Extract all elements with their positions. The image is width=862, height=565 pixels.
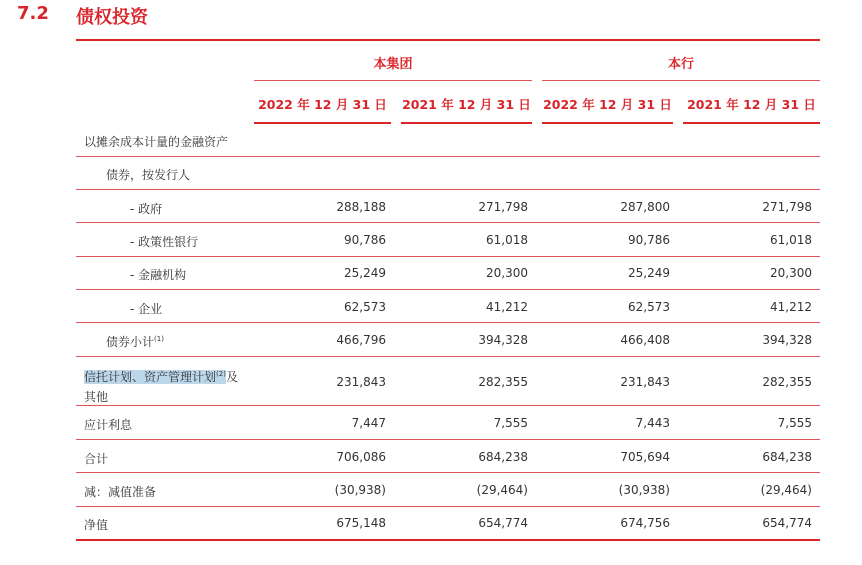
cell-value: 7,447 (351, 416, 386, 430)
cell-value: 394,328 (762, 333, 812, 347)
cell-value: (29,464) (760, 483, 812, 497)
cell-value: 706,086 (336, 450, 386, 464)
row-divider (76, 156, 820, 157)
row-label (84, 364, 238, 407)
row-label: - 企业 (130, 302, 163, 316)
cell-value: 90,786 (344, 233, 386, 247)
row-label (106, 333, 164, 350)
header-bank-label: 本行 (667, 57, 694, 72)
row-divider (76, 322, 820, 323)
row-label: 债券，按发行人 (106, 168, 191, 182)
header-date-bank-2021: 2021 年 12 月 31 日 (687, 97, 816, 112)
cell-value: 282,355 (478, 375, 528, 389)
cell-value: 684,238 (478, 450, 528, 464)
table-top-rule (76, 39, 820, 41)
cell-value: (29,464) (476, 483, 528, 497)
cell-value: 41,212 (486, 300, 528, 314)
row-divider (76, 439, 820, 440)
table-bottom-rule (76, 539, 820, 541)
cell-value: 25,249 (344, 266, 386, 280)
section-title: 债权投资 (76, 7, 148, 28)
row-divider (76, 189, 820, 190)
cell-value: 231,843 (620, 375, 670, 389)
cell-value: (30,938) (334, 483, 386, 497)
row-divider (76, 356, 820, 357)
cell-value: 271,798 (478, 200, 528, 214)
row-label: - 政策性银行 (130, 235, 199, 249)
cell-value: 705,694 (620, 450, 670, 464)
row-divider (76, 405, 820, 406)
cell-value: 271,798 (762, 200, 812, 214)
row-label: 以摊余成本计量的金融资产 (84, 135, 229, 149)
row-label: 减：减值准备 (84, 485, 157, 499)
header-date-group-2022: 2022 年 12 月 31 日 (258, 97, 387, 112)
row-label: - 政府 (130, 202, 163, 216)
footnote-marker: (1) (154, 335, 164, 343)
row-label: 应计利息 (84, 418, 133, 432)
header-date-bank-2022: 2022 年 12 月 31 日 (543, 97, 672, 112)
cell-value: 20,300 (770, 266, 812, 280)
cell-value: 654,774 (762, 516, 812, 530)
cell-value: 684,238 (762, 450, 812, 464)
cell-value: 231,843 (336, 375, 386, 389)
row-label-text: 债券小计 (106, 335, 155, 349)
header-group-rule (254, 80, 532, 81)
cell-value: (30,938) (618, 483, 670, 497)
cell-value: 287,800 (620, 200, 670, 214)
cell-value: 90,786 (628, 233, 670, 247)
row-label: 净值 (84, 518, 109, 532)
section-number: 7.2 (17, 3, 49, 24)
header-date-rule-4 (683, 122, 820, 124)
header-group-label: 本集团 (373, 57, 413, 72)
selected-text-highlight (84, 370, 226, 384)
row-label-line2: 其他 (84, 390, 109, 404)
row-divider (76, 472, 820, 473)
cell-value: 7,555 (493, 416, 528, 430)
cell-value: 20,300 (486, 266, 528, 280)
row-divider (76, 256, 820, 257)
cell-value: 62,573 (344, 300, 386, 314)
cell-value: 466,796 (336, 333, 386, 347)
header-date-rule-2 (401, 122, 532, 124)
cell-value: 62,573 (628, 300, 670, 314)
cell-value: 466,408 (620, 333, 670, 347)
header-bank-rule (542, 80, 820, 81)
row-label: 合计 (84, 452, 109, 466)
cell-value: 61,018 (486, 233, 528, 247)
header-date-group-2021: 2021 年 12 月 31 日 (402, 97, 531, 112)
cell-value: 7,555 (777, 416, 812, 430)
cell-value: 61,018 (770, 233, 812, 247)
cell-value: 25,249 (628, 266, 670, 280)
header-date-rule-3 (542, 122, 673, 124)
cell-value: 288,188 (336, 200, 386, 214)
row-divider (76, 506, 820, 507)
cell-value: 675,148 (336, 516, 386, 530)
cell-value: 41,212 (770, 300, 812, 314)
cell-value: 282,355 (762, 375, 812, 389)
cell-value: 654,774 (478, 516, 528, 530)
row-label-tail: 及 (225, 370, 238, 384)
row-label: - 金融机构 (130, 268, 187, 282)
row-label-text: 信托计划、资产管理计划 (84, 370, 217, 384)
row-divider (76, 222, 820, 223)
row-divider (76, 289, 820, 290)
cell-value: 674,756 (620, 516, 670, 530)
footnote-marker: (2) (216, 370, 226, 378)
header-date-rule-1 (254, 122, 391, 124)
cell-value: 394,328 (478, 333, 528, 347)
cell-value: 7,443 (635, 416, 670, 430)
